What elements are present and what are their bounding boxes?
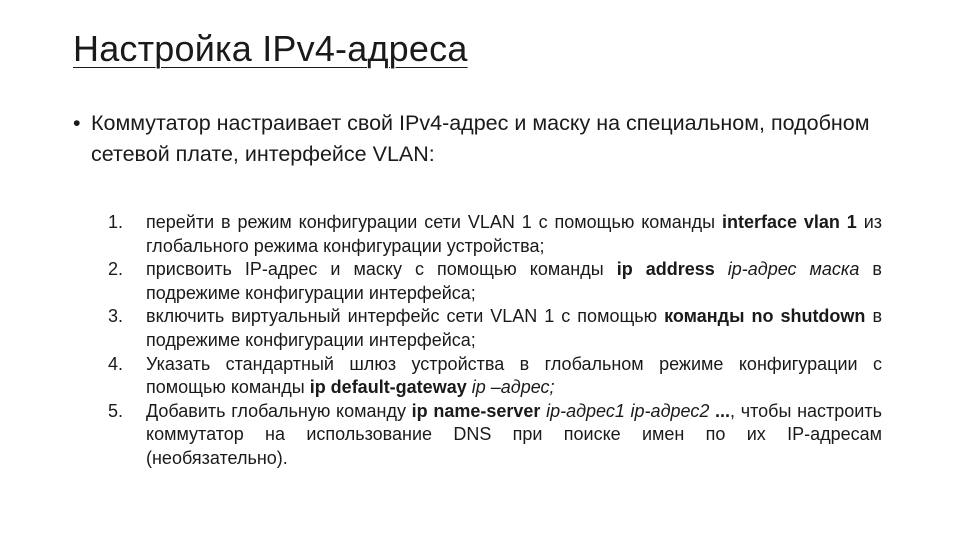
bullet-marker: • (73, 111, 81, 135)
step-text-run: в подрежиме конфигурации интерфейса; (146, 306, 883, 350)
step-text (146, 353, 882, 400)
step-text-run: в подрежиме конфигурации интерфейса; (146, 259, 882, 303)
step-text-run: Добавить глобальную команду (146, 400, 412, 421)
slide-title: Настройка IPv4-адреса (73, 28, 468, 69)
step-number: 1. (108, 212, 124, 232)
step-text-run: interface vlan 1 (721, 212, 857, 232)
step-text-run: присвоить IP-адрес и маску с помощью команды (146, 259, 617, 280)
step-text-run: включить виртуальный интерфейс сети VLAN 1 с помощью (146, 306, 665, 327)
step-text (146, 400, 882, 471)
step-text-run: из глобального режима конфигурации устройства; (146, 212, 883, 256)
step-text (146, 258, 882, 305)
step-text-run: ip address (616, 259, 715, 280)
intro-bullet (73, 108, 893, 170)
step-text (146, 211, 882, 258)
step-text-run: ip-адрес1 ip-адрес2 (540, 400, 710, 421)
step-item (108, 305, 882, 352)
step-text-run: ip default-gateway (309, 377, 467, 398)
step-number: 2. (108, 259, 124, 280)
step-item (108, 211, 882, 258)
step-number: 4. (108, 353, 124, 374)
step-item (108, 258, 882, 305)
step-number: 5. (108, 400, 124, 421)
step-item (108, 353, 882, 400)
step-text-run: , чтобы настроить коммутатор на использование DNS при поиске имен по их IP-адресам (необязательно). (146, 400, 882, 468)
step-text-run: Указать стандартный шлюз устройства в глобальном режиме конфигурации с помощью команды (146, 353, 882, 398)
step-text-run: ip-адрес маска (714, 259, 860, 280)
step-text-run: ... (709, 400, 731, 421)
intro-bullet-text: Коммутатор настраивает свой IPv4-адрес и маску на специальном, подобном сетевой плате, интерфейсе VLAN: (91, 111, 870, 166)
steps-list (108, 211, 882, 471)
step-text-run: команды no shutdown (664, 306, 866, 327)
step-text-run: ip –адрес; (466, 377, 555, 398)
step-text (146, 305, 882, 352)
step-text-run: ip name-server (411, 400, 541, 421)
step-item (108, 400, 882, 471)
step-text-run: перейти в режим конфигурации сети VLAN 1 с помощью команды (146, 212, 722, 232)
step-number: 3. (108, 306, 124, 327)
